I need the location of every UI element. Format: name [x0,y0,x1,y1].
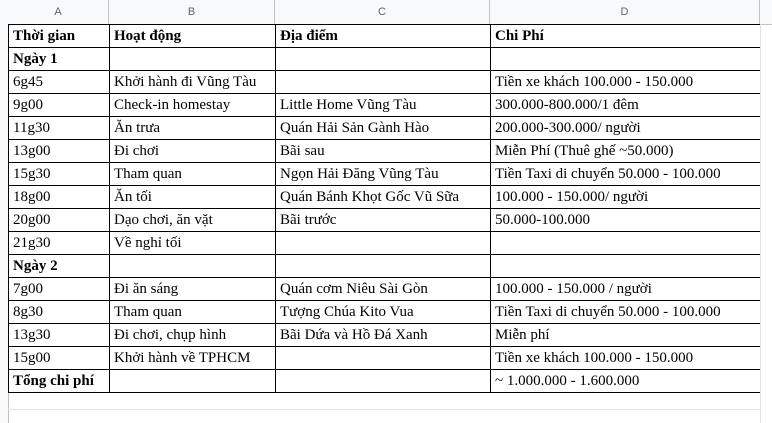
cell-cost[interactable]: Tiền Taxi di chuyển 50.000 - 100.000 [491,301,761,324]
table-row [9,209,761,232]
cell-location[interactable]: Bãi sau [276,140,491,163]
table-row [9,301,761,324]
cell-cost[interactable]: 100.000 - 150.000 / người [491,278,761,301]
cell-cost[interactable] [491,232,761,255]
table-row [9,71,761,94]
cell-activity[interactable]: Tham quan [110,163,276,186]
cell-time[interactable]: 8g30 [9,301,110,324]
cell-cost[interactable]: Tiền Taxi di chuyển 50.000 - 100.000 [491,163,761,186]
cell-cost[interactable]: Miễn phí [491,324,761,347]
column-header-d[interactable]: D [490,0,760,24]
cell-activity[interactable]: Check-in homestay [110,94,276,117]
cell-location[interactable]: Quán Hải Sản Gành Hào [276,117,491,140]
cell-location[interactable]: Ngọn Hải Đăng Vũng Tàu [276,163,491,186]
table-row [9,278,761,301]
table-row [9,117,761,140]
cell-cost[interactable]: Miễn Phí (Thuê ghế ~50.000) [491,140,761,163]
cell-activity[interactable]: Dạo chơi, ăn vặt [110,209,276,232]
cell-header-location[interactable]: Địa điểm [276,25,491,48]
cell-cost[interactable]: 50.000-100.000 [491,209,761,232]
cell-activity[interactable]: Đi chơi, chụp hình [110,324,276,347]
cell-header-time[interactable]: Thời gian [9,25,110,48]
cell-day1-label[interactable]: Ngày 1 [9,48,110,71]
table-row [9,232,761,255]
cell-time[interactable]: 6g45 [9,71,110,94]
cell-location[interactable] [276,71,491,94]
cell-time[interactable]: 15g30 [9,163,110,186]
column-header-b[interactable]: B [109,0,275,24]
cell-cost[interactable]: 100.000 - 150.000/ người [491,186,761,209]
empty-grid-area[interactable] [8,409,760,423]
cell-location[interactable]: Tượng Chúa Kito Vua [276,301,491,324]
table-row [9,140,761,163]
cell-cost[interactable]: Tiền xe khách 100.000 - 150.000 [491,347,761,370]
cell-time[interactable]: 15g00 [9,347,110,370]
table-row [9,347,761,370]
cell-location[interactable] [276,347,491,370]
cell-empty[interactable] [110,370,276,393]
cell-time[interactable]: 18g00 [9,186,110,209]
empty-column-area[interactable] [760,24,772,423]
cell-location[interactable] [276,232,491,255]
cell-cost[interactable]: 300.000-800.000/1 đêm [491,94,761,117]
column-header-row [0,0,772,25]
table-row [9,186,761,209]
table-row [9,94,761,117]
cell-activity[interactable]: Khởi hành về TPHCM [110,347,276,370]
cell-location[interactable]: Bãi Dứa và Hồ Đá Xanh [276,324,491,347]
cell-time[interactable]: 9g00 [9,94,110,117]
cell-empty[interactable] [491,48,761,71]
cell-activity[interactable]: Ăn trưa [110,117,276,140]
cell-time[interactable]: 13g30 [9,324,110,347]
column-header-c[interactable]: C [275,0,490,24]
cell-time[interactable]: 20g00 [9,209,110,232]
cell-location[interactable]: Bãi trước [276,209,491,232]
cell-empty[interactable] [276,48,491,71]
cell-cost[interactable]: 200.000-300.000/ người [491,117,761,140]
cell-header-cost[interactable]: Chi Phí [491,25,761,48]
total-row [9,370,761,393]
cell-time[interactable]: 21g30 [9,232,110,255]
cell-total-value[interactable]: ~ 1.000.000 - 1.600.000 [491,370,761,393]
cell-activity[interactable]: Khởi hành đi Vũng Tàu [110,71,276,94]
table-row [9,163,761,186]
itinerary-table [8,24,761,393]
column-header-a[interactable]: A [8,0,109,24]
cell-time[interactable]: 11g30 [9,117,110,140]
cell-location[interactable]: Quán cơm Niêu Sài Gòn [276,278,491,301]
cell-empty[interactable] [276,370,491,393]
cell-empty[interactable] [276,255,491,278]
cell-cost[interactable]: Tiền xe khách 100.000 - 150.000 [491,71,761,94]
cell-location[interactable]: Quán Bánh Khọt Gốc Vũ Sữa [276,186,491,209]
cell-empty[interactable] [491,255,761,278]
cell-empty[interactable] [110,48,276,71]
day2-label-row [9,255,761,278]
day1-label-row [9,48,761,71]
cell-activity[interactable]: Tham quan [110,301,276,324]
cell-total-label[interactable]: Tổng chi phí [9,370,110,393]
cell-activity[interactable]: Đi chơi [110,140,276,163]
cell-header-activity[interactable]: Hoạt động [110,25,276,48]
cell-activity[interactable]: Đi ăn sáng [110,278,276,301]
cell-time[interactable]: 7g00 [9,278,110,301]
cell-activity[interactable]: Ăn tối [110,186,276,209]
cell-empty[interactable] [110,255,276,278]
table-header-row [9,25,761,48]
table-row [9,324,761,347]
cell-location[interactable]: Little Home Vũng Tàu [276,94,491,117]
cell-day2-label[interactable]: Ngày 2 [9,255,110,278]
cell-time[interactable]: 13g00 [9,140,110,163]
cell-activity[interactable]: Về nghỉ tối [110,232,276,255]
